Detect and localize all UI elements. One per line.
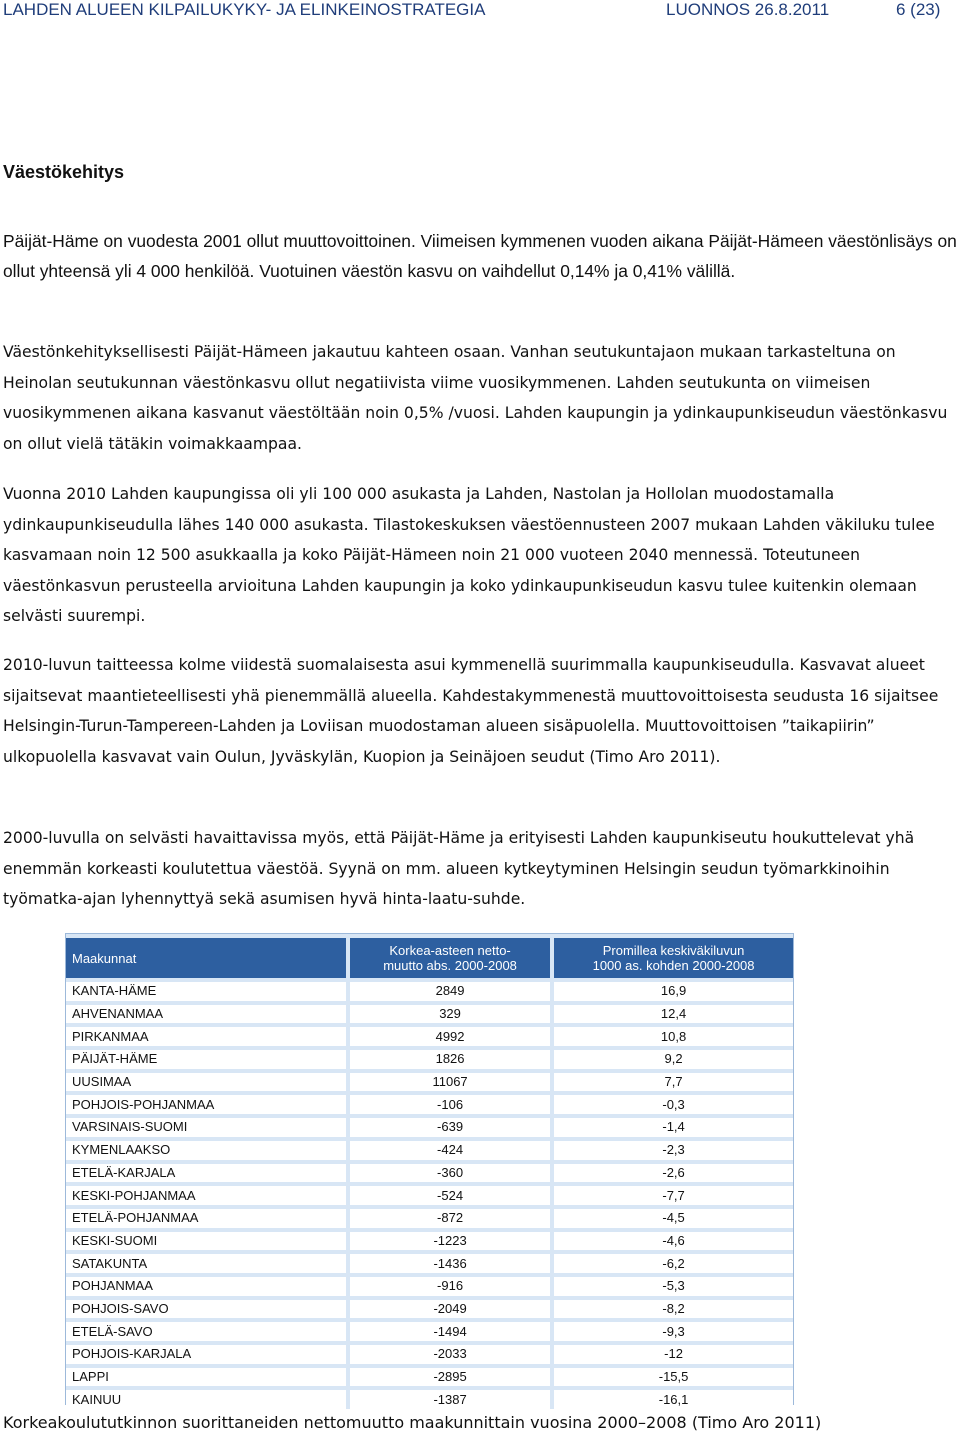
section-title: Väestökehitys bbox=[3, 162, 125, 182]
per-mille-cell: 12,4 bbox=[554, 1005, 793, 1024]
net-migration-cell: -424 bbox=[350, 1141, 550, 1160]
net-migration-cell: -106 bbox=[350, 1095, 550, 1114]
table-row bbox=[66, 1164, 793, 1183]
net-migration-cell: -1494 bbox=[350, 1322, 550, 1341]
table-row bbox=[66, 1118, 793, 1137]
region-cell: LAPPI bbox=[66, 1368, 346, 1387]
per-mille-cell: -4,6 bbox=[554, 1232, 793, 1251]
table-row bbox=[66, 1368, 793, 1387]
per-mille-cell: -15,5 bbox=[554, 1368, 793, 1387]
table-row bbox=[66, 1254, 793, 1273]
table-row bbox=[66, 1050, 793, 1069]
per-mille-cell: -7,7 bbox=[554, 1186, 793, 1205]
per-mille-cell: -12 bbox=[554, 1345, 793, 1364]
per-mille-cell: 7,7 bbox=[554, 1073, 793, 1092]
table-header-row bbox=[66, 938, 793, 978]
net-migration-cell: -1436 bbox=[350, 1254, 550, 1273]
region-cell: ETELÄ-SAVO bbox=[66, 1322, 346, 1341]
per-mille-cell: -1,4 bbox=[554, 1118, 793, 1137]
paragraph: Vuonna 2010 Lahden kaupungissa oli yli 100 000 asukasta ja Lahden, Nastolan ja Hollolan muodostamalla ydinkaupunkiseudulla lähes 140 000 asukasta. Tilastokeskuksen väestöennusteen 2007 mukaan Lahden väkiluku tulee kasvamaan noin 12 500 asukkaalla ja koko Päijät-Hämeen noin 21 000 vuoteen 2040 mennessä. Toteutuneen väestönkasvun perusteella arvioituna Lahden kaupungin ja koko ydinkaupunkiseudun kasvu tulee kuitenkin olemaan selvästi suurempi. bbox=[3, 485, 935, 625]
region-cell: POHJOIS-POHJANMAA bbox=[66, 1095, 346, 1114]
per-mille-cell: -9,3 bbox=[554, 1322, 793, 1341]
per-mille-cell: -16,1 bbox=[554, 1390, 793, 1409]
region-cell: KESKI-SUOMI bbox=[66, 1232, 346, 1251]
net-migration-cell: -1223 bbox=[350, 1232, 550, 1251]
table-row bbox=[66, 1232, 793, 1251]
paragraph: 2000-luvulla on selvästi havaittavissa myös, että Päijät-Häme ja erityisesti Lahden kaupunkiseutu houkuttelevat yhä enemmän korkeasti koulutettua väestöä. Syynä on mm. alueen kytkeytyminen Helsingin seudun työmarkkinoihin työmatka-ajan lyhennyttyä sekä asumisen hyvä hinta-laatu-suhde. bbox=[3, 829, 915, 908]
per-mille-cell: 9,2 bbox=[554, 1050, 793, 1069]
table-caption: Korkeakoulututkinnon suorittaneiden nettomuutto maakunnittain vuosina 2000–2008 (Timo Aro 2011) bbox=[3, 1413, 822, 1432]
region-cell: ETELÄ-POHJANMAA bbox=[66, 1209, 346, 1228]
table-row bbox=[66, 1300, 793, 1319]
region-cell: POHJANMAA bbox=[66, 1277, 346, 1296]
net-migration-cell: 1826 bbox=[350, 1050, 550, 1069]
region-cell: SATAKUNTA bbox=[66, 1254, 346, 1273]
header-per-line2: 1000 as. kohden 2000-2008 bbox=[592, 958, 755, 973]
per-mille-cell: -5,3 bbox=[554, 1277, 793, 1296]
table-row bbox=[66, 1277, 793, 1296]
region-cell: PIRKANMAA bbox=[66, 1027, 346, 1046]
net-migration-cell: -872 bbox=[350, 1209, 550, 1228]
net-migration-cell: -1387 bbox=[350, 1390, 550, 1409]
net-migration-cell: -639 bbox=[350, 1118, 550, 1137]
net-migration-cell: 4992 bbox=[350, 1027, 550, 1046]
net-migration-cell: -2895 bbox=[350, 1368, 550, 1387]
region-cell: VARSINAIS-SUOMI bbox=[66, 1118, 346, 1137]
page-header bbox=[0, 0, 960, 26]
header-region: Maakunnat bbox=[66, 938, 346, 978]
table-row bbox=[66, 1322, 793, 1341]
net-migration-cell: -916 bbox=[350, 1277, 550, 1296]
table-row bbox=[66, 1345, 793, 1364]
table-row bbox=[66, 1005, 793, 1024]
region-cell: POHJOIS-SAVO bbox=[66, 1300, 346, 1319]
table-row bbox=[66, 1209, 793, 1228]
per-mille-cell: -2,3 bbox=[554, 1141, 793, 1160]
net-migration-cell: 11067 bbox=[350, 1073, 550, 1092]
table-row bbox=[66, 1141, 793, 1160]
region-cell: POHJOIS-KARJALA bbox=[66, 1345, 346, 1364]
paragraph: Väestönkehityksellisesti Päijät-Hämeen jakautuu kahteen osaan. Vanhan seutukuntajaon mukaan tarkasteltuna on Heinolan seutukunnan väestönkasvu ollut negatiivista viime vuosikymmenen. Lahden seutukunta on viimeisen vuosikymmenen aikana kasvanut väestöltään noin 0,5% /vuosi. Lahden kaupungin ja ydinkaupunkiseudun väestönkasvu on ollut vielä tätäkin voimakkaampaa. bbox=[3, 343, 948, 453]
per-mille-cell: -4,5 bbox=[554, 1209, 793, 1228]
net-migration-cell: -2049 bbox=[350, 1300, 550, 1319]
header-per-line1: Promillea keskiväkiluvun bbox=[602, 943, 745, 958]
per-mille-cell: 10,8 bbox=[554, 1027, 793, 1046]
table-row bbox=[66, 1186, 793, 1205]
per-mille-cell: -6,2 bbox=[554, 1254, 793, 1273]
region-cell: ETELÄ-KARJALA bbox=[66, 1164, 346, 1183]
table-row bbox=[66, 1390, 793, 1409]
migration-table bbox=[65, 933, 794, 1405]
region-cell: KESKI-POHJANMAA bbox=[66, 1186, 346, 1205]
paragraph: Päijät-Häme on vuodesta 2001 ollut muuttovoittoinen. Viimeisen kymmenen vuoden aikana Päijät-Hämeen väestönlisäys on ollut yhteensä yli 4 000 henkilöä. Vuotuinen väestön kasvu on vaihdellut 0,14% ja 0,41% välillä. bbox=[3, 231, 957, 281]
header-net-migration bbox=[350, 938, 550, 978]
table-row bbox=[66, 982, 793, 1001]
region-cell: KANTA-HÄME bbox=[66, 982, 346, 1001]
region-cell: AHVENANMAA bbox=[66, 1005, 346, 1024]
draft-date: LUONNOS 26.8.2011 bbox=[666, 0, 830, 19]
region-cell: PÄIJÄT-HÄME bbox=[66, 1050, 346, 1069]
page-number: 6 (23) bbox=[896, 0, 941, 19]
net-migration-cell: 2849 bbox=[350, 982, 550, 1001]
header-net-line1: Korkea-asteen netto- bbox=[389, 943, 511, 958]
document-title: LAHDEN ALUEEN KILPAILUKYKY- JA ELINKEINOSTRATEGIA bbox=[3, 0, 486, 19]
net-migration-cell: 329 bbox=[350, 1005, 550, 1024]
region-cell: UUSIMAA bbox=[66, 1073, 346, 1092]
header-per-mille bbox=[554, 938, 793, 978]
net-migration-cell: -360 bbox=[350, 1164, 550, 1183]
net-migration-cell: -524 bbox=[350, 1186, 550, 1205]
per-mille-cell: -8,2 bbox=[554, 1300, 793, 1319]
region-cell: KYMENLAAKSO bbox=[66, 1141, 346, 1160]
table-row bbox=[66, 1027, 793, 1046]
paragraph: 2010-luvun taitteessa kolme viidestä suomalaisesta asui kymmenellä suurimmalla kaupunkiseudulla. Kasvavat alueet sijaitsevat maantieteellisesti yhä pienemmällä alueella. Kahdestakymmenestä muuttovoittoisesta seudusta 16 sijaitsee Helsingin-Turun-Tampereen-Lahden ja Loviisan muodostaman alueen sisäpuolella. Muuttovoittoisen ”taikapiirin” ulkopuolella kasvavat vain Oulun, Jyväskylän, Kuopion ja Seinäjoen seudut (Timo Aro 2011). bbox=[3, 656, 939, 766]
region-cell: KAINUU bbox=[66, 1390, 346, 1409]
per-mille-cell: 16,9 bbox=[554, 982, 793, 1001]
stats-table bbox=[66, 934, 793, 1413]
header-net-line2: muutto abs. 2000-2008 bbox=[383, 958, 517, 973]
per-mille-cell: -2,6 bbox=[554, 1164, 793, 1183]
table-row bbox=[66, 1073, 793, 1092]
net-migration-cell: -2033 bbox=[350, 1345, 550, 1364]
per-mille-cell: -0,3 bbox=[554, 1095, 793, 1114]
table-row bbox=[66, 1095, 793, 1114]
